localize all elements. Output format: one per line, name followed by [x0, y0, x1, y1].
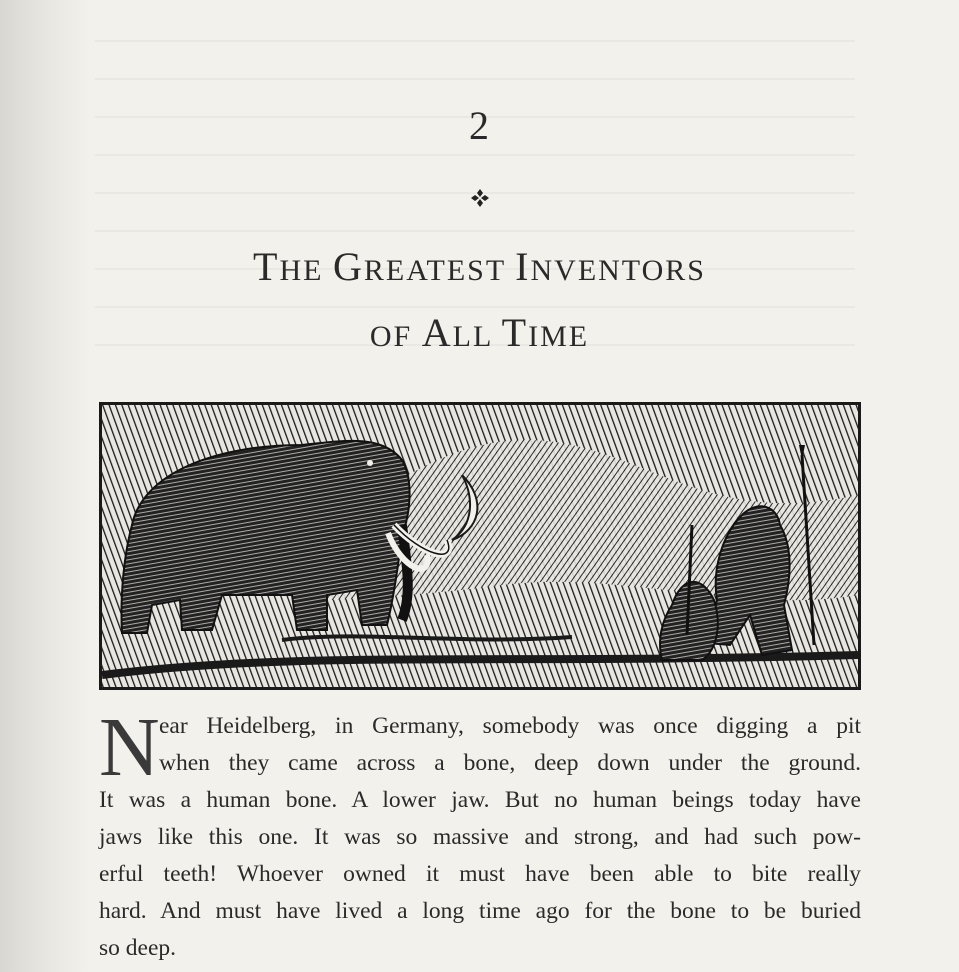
paragraph-line: It was a human bone. A lower jaw. But no human beings today have	[99, 787, 861, 813]
woodcut-illustration	[99, 402, 861, 690]
paragraph-line: when they came across a bone, deep down under the ground.	[159, 750, 861, 776]
drop-cap: N	[99, 701, 160, 794]
chapter-title	[0, 236, 959, 368]
body-paragraph	[99, 701, 861, 967]
paragraph-line: so deep.	[99, 935, 177, 961]
chapter-title-line-2: OF ALL TIME	[369, 310, 590, 355]
diamond-ornament-icon	[470, 188, 490, 208]
paragraph-line: ear Heidelberg, in Germany, somebody was once digging a pit	[159, 713, 861, 739]
chapter-title-line-1: THE GREATEST INVENTORS	[253, 244, 706, 289]
paragraph-line: hard. And must have lived a long time ago for the bone to be buried	[99, 898, 861, 924]
paragraph-line: jaws like this one. It was so massive and strong, and had such pow-	[99, 824, 861, 850]
chapter-number: 2	[469, 103, 490, 148]
paragraph-line: erful teeth! Whoever owned it must have been able to bite really	[99, 861, 861, 887]
